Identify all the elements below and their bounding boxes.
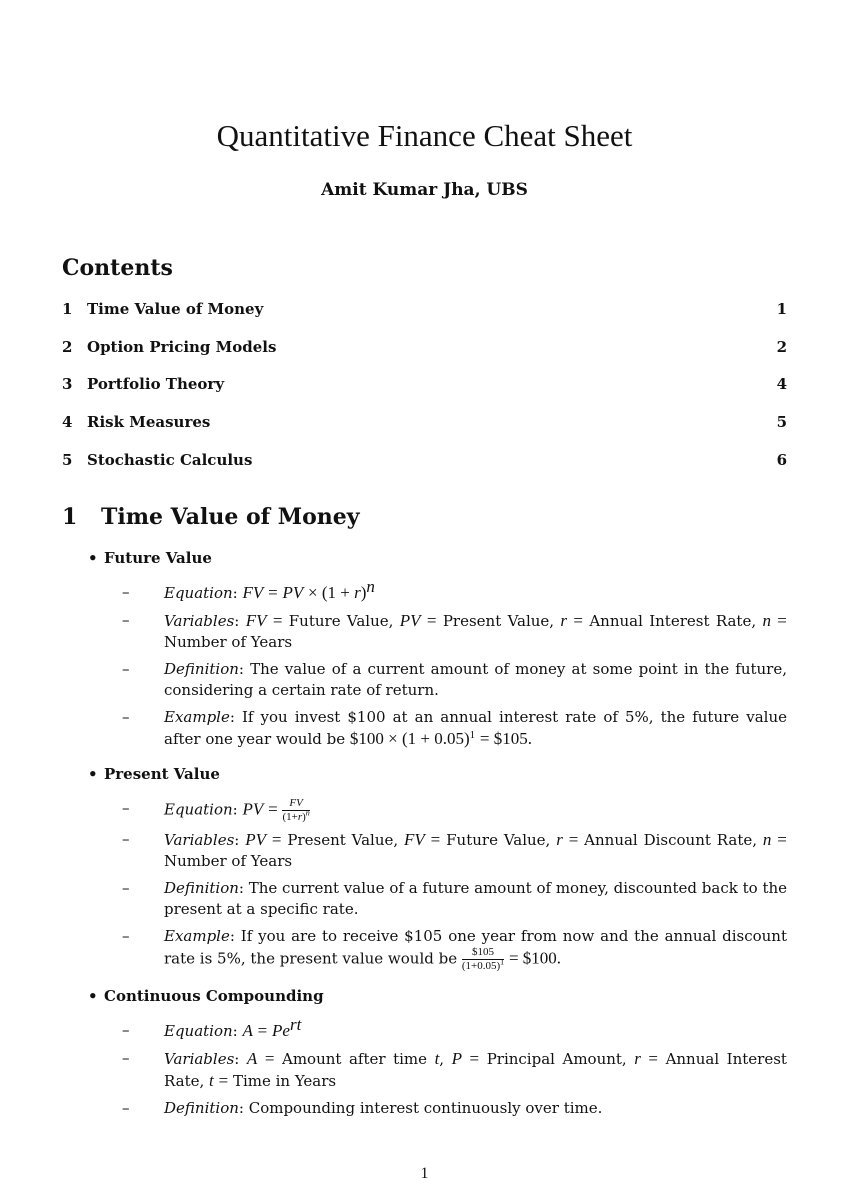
toc-entry-title: Option Pricing Models [87,337,277,356]
equation-item: – Equation: $A = Pe^{rt}$ [122,1015,302,1040]
item-label: Equation [164,584,233,602]
dash-icon: – [122,830,130,848]
item-label: Definition [164,660,239,678]
section-content [62,548,787,1133]
page-number: 1 [420,1165,429,1182]
dash-icon: – [122,1049,130,1067]
topic-future-value [88,548,787,750]
contents-heading: Contents [62,255,173,281]
section-heading [62,504,360,530]
item-label: Definition [164,879,239,897]
toc-entry-page: 2 [776,337,787,356]
topic-present-value [88,764,787,972]
bullet-icon: • [88,549,98,567]
toc-entry-number: 3 [62,375,73,394]
equation-item: – Equation: FV = PV × $(1 + r)^n$ [122,577,375,602]
toc-entry-page: 4 [776,375,787,394]
topic-details [88,1015,787,1119]
dash-icon: – [122,611,130,629]
fraction: $\frac{FV}{(1+r)^n}$ [282,797,310,823]
definition-item: – Definition: The value of a current amount of money at some point in the future, considering a certain rate of return. [122,660,787,699]
definition-item: – Definition: Compounding interest continuously over time. [122,1099,603,1117]
document-author: Amit Kumar Jha, UBS [321,180,528,200]
formula: A [242,1021,253,1040]
document-title: Quantitative Finance Cheat Sheet [216,118,633,153]
item-label: Variables [164,1050,235,1068]
dash-icon: – [122,660,130,678]
variables-item: – Variables: A = Amount after time t, P = Principal Amount, r = Annual Interest Rate, t = Time in Years [122,1049,787,1090]
item-label: Equation [164,800,233,819]
variables-item: – Variables: PV = Present Value, FV = Future Value, r = Annual Discount Rate, n = Number of Years [122,830,787,870]
toc-entry[interactable] [62,375,787,413]
document-page [62,0,787,1200]
toc-entry-number: 1 [62,300,73,318]
toc-entry-number: 4 [62,413,73,432]
bullet-icon: • [88,987,98,1005]
toc-entry-title: Risk Measures [87,413,211,432]
toc-entry[interactable] [62,338,787,376]
dash-icon: – [122,1099,130,1117]
formula: PV [242,799,264,819]
example-item: – Example: If you are to receive $105 one year from now and the annual discount rate is 5%, the present value would be $\frac{\$105}{(1+0.05)^1}$ = $100. [122,927,787,972]
item-label: Equation [164,1022,233,1040]
table-of-contents [62,300,787,488]
topic-title: • Continuous Compounding [88,987,324,1005]
dash-icon: – [122,879,130,897]
dash-icon: – [122,927,130,945]
toc-entry[interactable] [62,413,787,451]
section-number: 1 [62,504,78,530]
toc-entry-page: 5 [776,413,787,432]
topic-continuous-compounding [88,986,787,1119]
topic-details [88,577,787,750]
toc-entry-title: Portfolio Theory [87,375,225,394]
toc-entry-page: 1 [776,300,787,318]
formula: FV [242,583,264,602]
toc-entry-page: 6 [776,450,787,469]
section-title: Time Value of Money [101,504,360,530]
fraction: $\frac{\$105}{(1+0.05)^1}$ [461,946,505,972]
toc-entry[interactable] [62,451,787,489]
item-label: Example [164,927,230,945]
dash-icon: – [122,708,130,726]
toc-entry-number: 5 [62,450,73,469]
dash-icon: – [122,1021,130,1039]
topic-details [88,798,787,972]
topic-title: • Future Value [88,549,212,567]
equation-item: – Equation: PV = $\frac{FV}{(1+r)^n}$ [122,797,310,823]
item-label: Definition [164,1099,239,1117]
item-label: Variables [164,612,235,630]
variables-item: – Variables: FV = Future Value, PV = Present Value, r = Annual Interest Rate, n = Number of Years [122,611,787,651]
toc-entry-number: 2 [62,337,73,356]
dash-icon: – [122,583,130,601]
toc-entry[interactable] [62,300,787,338]
example-item: – Example: If you invest $100 at an annual interest rate of 5%, the future value after one year would be $100 × $(1 + 0.05)^1$ = $105. [122,708,787,748]
item-label: Example [164,708,230,726]
item-label: Variables [164,831,235,849]
topic-title: • Present Value [88,765,220,783]
toc-entry-title: Stochastic Calculus [87,450,253,469]
definition-item: – Definition: The current value of a future amount of money, discounted back to the present at a specific rate. [122,879,788,918]
dash-icon: – [122,799,130,817]
toc-entry-title: Time Value of Money [87,300,264,318]
bullet-icon: • [88,765,98,783]
